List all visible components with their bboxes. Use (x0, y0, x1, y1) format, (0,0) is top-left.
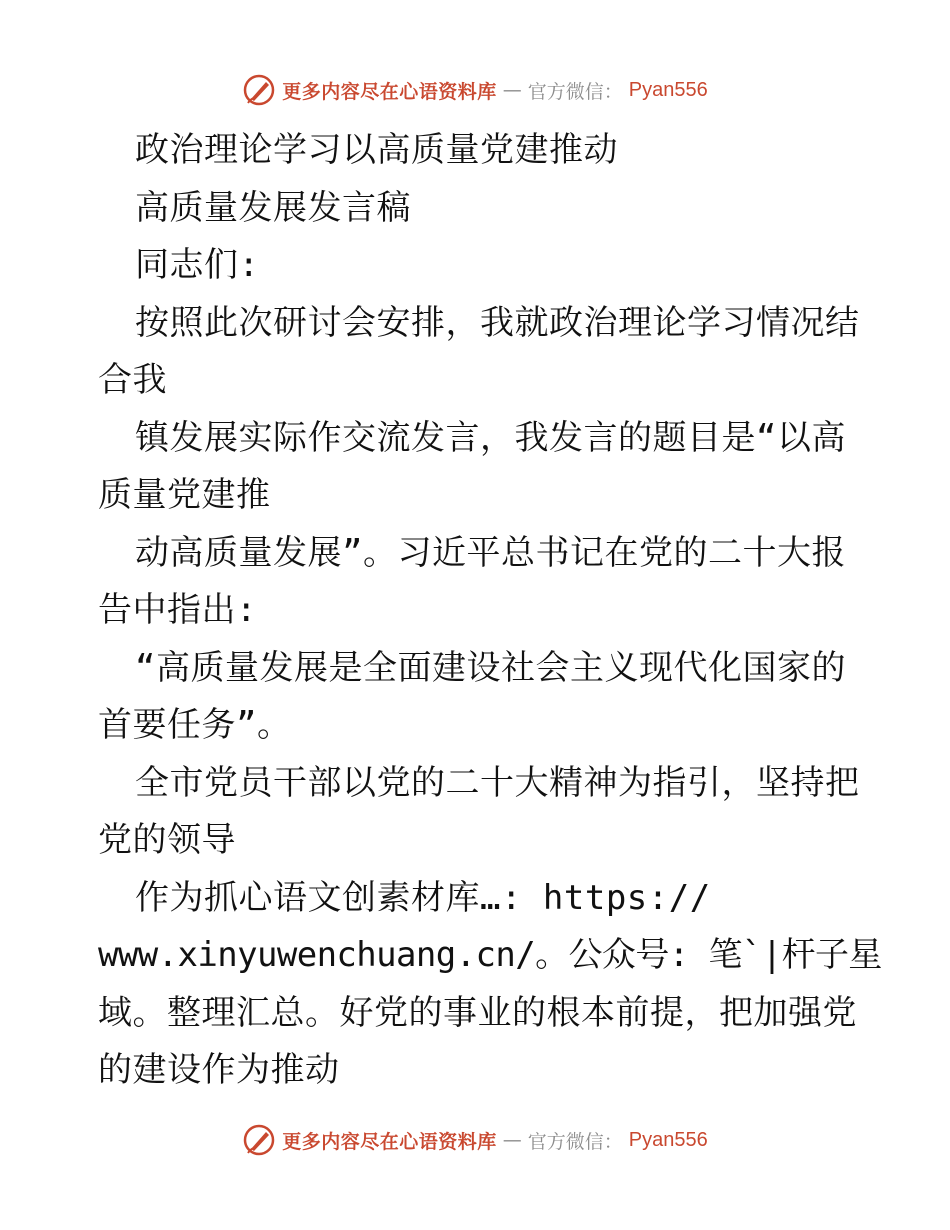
banner-wechat-label: 官方微信： (527, 80, 623, 103)
doc-title-line-2: 高质量发展发言稿 (135, 187, 411, 228)
doc-title-line-1: 政治理论学习以高质量党建推动 (135, 130, 618, 170)
paragraph-line: 党的领导 (98, 820, 236, 860)
banner-wechat-id: Pyan556 (628, 1128, 708, 1151)
banner-wechat-label: 官方微信： (527, 1130, 623, 1153)
quill-logo-icon (242, 1123, 276, 1157)
paragraph-line: 域。整理汇总。好党的事业的根本前提，把加强党 (98, 992, 857, 1033)
banner-main-text: 更多内容尽在心语资料库 (282, 1130, 497, 1153)
paragraph-line: 动高质量发展”。习近平总书记在党的二十大报 (135, 532, 846, 573)
banner-main-text: 更多内容尽在心语资料库 (282, 80, 497, 103)
paragraph-line: 按照此次研讨会安排，我就政治理论学习情况结 (135, 302, 860, 343)
footer-banner (0, 1120, 950, 1160)
banner-dash: — (502, 1129, 522, 1151)
paragraph-line: 镇发展实际作交流发言，我发言的题目是“以高 (135, 417, 846, 458)
paragraph-line: 合我 (98, 360, 167, 400)
salutation: 同志们: (135, 245, 260, 285)
banner-dash: — (502, 79, 522, 101)
banner-wechat-id: Pyan556 (628, 78, 708, 101)
paragraph-line: 作为抓心语文创素材库…: https:// (135, 877, 711, 918)
paragraph-line: 的建设作为推动 (98, 1050, 340, 1090)
quote-line: 首要任务”。 (98, 705, 292, 745)
paragraph-line: 质量党建推 (98, 475, 271, 515)
paragraph-line: 告中指出: (98, 590, 257, 630)
quill-logo-icon (242, 73, 276, 107)
quote-line: “高质量发展是全面建设社会主义现代化国家的 (135, 647, 846, 688)
paragraph-line: 全市党员干部以党的二十大精神为指引，坚持把 (135, 762, 860, 803)
url-line: www.xinyuwenchuang.cn/。公众号: 笔`|杆子星 (98, 935, 882, 975)
document-body (98, 122, 882, 1100)
header-banner (0, 70, 950, 110)
